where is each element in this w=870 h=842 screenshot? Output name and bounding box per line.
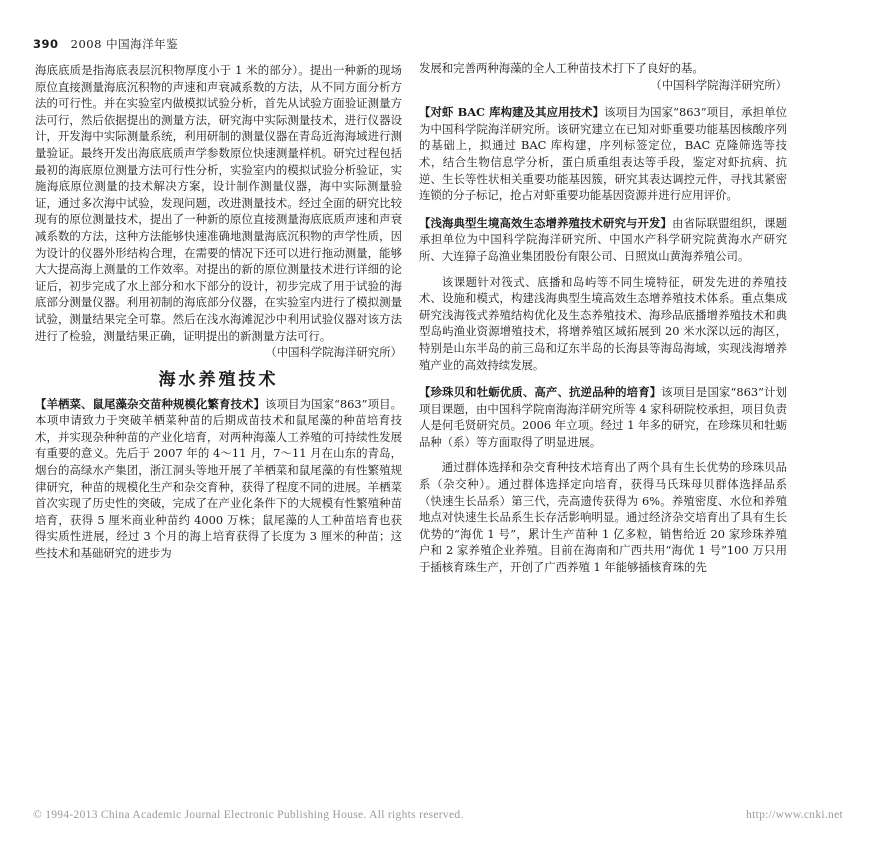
paragraph-continuation: 发展和完善两种海藻的全人工种苗技术打下了良好的基。 [419,61,704,75]
source-attribution: （中国科学院海洋研究所） [650,77,787,92]
article-shallow-sea-aquaculture [419,215,787,265]
paragraph-sediment-measurement: 海底底质是指海底表层沉积物厚度小于 1 米的部分）。提出一种新的现场原位直接测量海底沉积物的声速和声衰减系数的方法，从不同方面分析方法的可行性。并在实验室内做模拟试验分析，首先从试验方面验证测量方法可行，然后依据提出的测量方法，研究海中实际测量技术，进行仪器设计，开发海中实际测量系统，利用研制的测量仪器在青岛近海海域进行测量验证。最终开发出海底底质声学参数原位快速测量样机。研究过程包括最初的海底原位测量方法可行性分析，实验室内的模拟试验分析验证，实施海底原位测量的技术解决方案，设计制作测量仪器，海中实际测量验证，通过多次海中试验，发现问题，改进测量技术。经过全面的研究比较现有的原位测量技术，提出了一种新的原位直接测量海底底质声速和声衰减系数的方法，这种方法能够快速准确地测量海底沉积物的声学性质，因为设计的仪器外形结构合理，在需要的情况下还可以进行拖动测量，能够大大提高海上测量的工作效率。对提出的新的原位测量技术进行详细的论证后，初步完成了水上部分和水下部分的设计，初步完成了用于试验的海底部分测量仪器。利用初制的海底部分仪器，在实验室内进行了模拟测量试验，测量结果完全可靠。然后在浅水海滩泥沙中利用试验仪器对该方法进行了检验，测量结果正确，证明提出的新测量方法可行。 [35,63,402,343]
article-title: 【珍珠贝和牡蛎优质、高产、抗逆品种的培育】 [419,385,662,400]
book-title: 2008 中国海洋年鉴 [70,37,179,51]
paragraph-pearl-results: 通过群体选择和杂交育种技术培育出了两个具有生长优势的珍珠贝品系（杂交种）。通过群体选择定向培育，获得马氏珠母贝群体选择品系（快速生长品系）第三代，壳高遗传获得为 6%。养殖密度、水位和养殖地点对快速生长品系生长存活影响明显。通过经济杂交培育出了具有生长优势的“海优 1 号”，累计生产苗种 1 亿多粒，销售给近 20 家珍珠养殖户和 2 家养殖企业养殖。目前在海南和广西共用“海优 1 号”100 万只用于插核育珠生产，开创了广西养殖 1 年能够插核育珠的先 [419,460,787,575]
copyright-footer [33,809,843,821]
article-title: 【羊栖菜、鼠尾藻杂交苗种规模化繁育技术】 [35,396,266,411]
right-column [419,60,787,576]
paragraph-aquaculture-detail: 该课题针对筏式、底播和岛屿等不同生境特征，研发先进的养殖技术、设施和模式，构建浅海典型生境高效生态增养殖技术体系。重点集成研究浅海筏式养殖结构优化及生态养殖技术、海珍品底播增养殖技术和典型岛屿渔业资源增殖技术，将增养殖区域拓展到 20 米水深以远的海区，特别是山东半岛的前三岛和辽东半岛的长海县等海岛海域，实现浅海增养殖产业的高效持续发展。 [419,274,787,372]
article-body: 由省际联盟组织，课题承担单位为中国科学院海洋研究所、中国水产科学研究院黄海水产研究所、大连獐子岛渔业集团股份有限公司、日照岚山黄海养殖公司。 [419,215,787,263]
page-number: 390 [33,37,59,51]
article-body: 该项目为国家“863”项目，承担单位为中国科学院海洋研究所。该研究建立在已知对虾重要功能基因核酸序列的基础上，拟通过 BAC 库构建，序列标签定位，BAC 克隆筛选等技术，结合生物信息学分析，蛋白质重组表达等手段，鉴定对虾抗病、抗逆、生长等性状相关重要功能基因簇，研究其表达调控元件，寻找其紧密连锁的分子标记，抢占对虾重要功能基因资源并进行应用评价。 [419,105,787,203]
article-shrimp-bac [419,104,787,204]
running-header [33,36,178,52]
article-body: 该项目为国家“863”项目。本项申请致力于突破羊栖菜种苗的后期成苗技术和鼠尾藻的种苗培育技术，并实现杂种种苗的产业化培育，对两种海藻人工养殖的可持续性发展有重要的意义。先后于 2007 年的 4～11 月，7～11 月在山东的青岛，烟台的高绿水产集团，浙江洞头等地开展了羊栖菜和鼠尾藻的有性繁殖规律研究，种苗的规模化生产和杂交育种，获得了程度不同的进展。羊栖菜首次实现了历史性的突破，完成了在产业化条件下的大规模有性繁殖种苗培育，获得 5 厘米商业种苗约 4000 万株；鼠尾藻的人工种苗培育也获得实质性进展，经过 3 个月的海上培育获得了长度为 3 厘米的种苗；这些技术和基础研究的进步为 [35,396,402,561]
copyright-text: © 1994-2013 China Academic Journal Electronic Publishing House. All rights reserved. [33,809,464,821]
article-pearl-oyster-breeding [419,384,787,450]
article-title: 【浅海典型生境高效生态增养殖技术研究与开发】 [419,215,673,230]
article-seaweed-breeding [35,396,402,562]
article-title: 【对虾 BAC 库构建及其应用技术】 [419,105,605,120]
cnki-link[interactable]: http://www.cnki.net [746,809,843,821]
left-column [35,62,402,562]
article-body: 该项目是国家“863”计划项目课题，由中国科学院南海海洋研究所等 4 家科研院校承担，项目负责人是何毛贤研究员。2006 年立项。经过 1 年多的研究，在珍珠贝和牡蛎品种（系）等方面取得了明显进展。 [419,385,787,449]
section-title: 海水养殖技术 [158,369,279,390]
source-attribution: （中国科学院海洋研究所） [265,345,402,360]
